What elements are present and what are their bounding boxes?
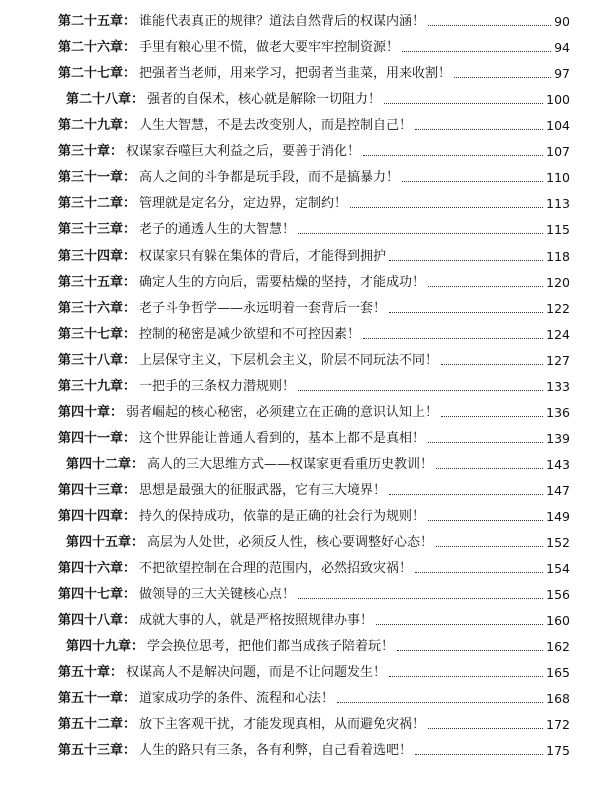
toc-dot-leader <box>436 545 543 547</box>
toc-dot-leader <box>389 675 543 677</box>
toc-chapter-number: 第三十五章： <box>58 274 137 290</box>
toc-chapter-number: 第五十二章： <box>58 717 137 733</box>
toc-dot-leader <box>415 571 543 573</box>
toc-dot-leader <box>389 493 543 495</box>
toc-chapter-number: 第三十章： <box>58 144 124 160</box>
toc-dot-leader <box>363 337 543 339</box>
toc-chapter-number: 第三十三章： <box>58 222 137 238</box>
toc-page-number: 168 <box>546 691 570 707</box>
toc-chapter-number: 第五十一章： <box>58 691 137 707</box>
toc-chapter-number: 第四十九章： <box>66 639 145 655</box>
toc-page-number: 162 <box>546 639 570 655</box>
toc-chapter-title: 学会换位思考，把他们都当成孩子陪着玩！ <box>147 639 395 655</box>
toc-chapter-number: 第二十九章： <box>58 118 137 134</box>
toc-chapter-title: 成就大事的人，就是严格按照规律办事！ <box>139 613 374 629</box>
toc-chapter-number: 第四十一章： <box>58 430 137 446</box>
toc-chapter-number: 第三十一章： <box>58 170 137 186</box>
toc-entry <box>58 192 570 212</box>
toc-page-number: 156 <box>546 587 570 603</box>
toc-entry <box>58 245 570 265</box>
toc-chapter-title: 把强者当老师，用来学习，把弱者当韭菜，用来收割！ <box>139 66 452 82</box>
toc-chapter-number: 第二十六章： <box>58 40 137 56</box>
toc-chapter-number: 第四十七章： <box>58 587 137 603</box>
toc-page-number: 143 <box>546 456 570 472</box>
toc-dot-leader <box>350 206 543 208</box>
toc-entry <box>58 713 570 733</box>
toc-page-number: 100 <box>546 92 570 108</box>
toc-dot-leader <box>376 623 543 625</box>
toc-page-number: 118 <box>546 248 570 264</box>
toc-chapter-title: 不把欲望控制在合理的范围内，必然招致灾祸！ <box>139 561 413 577</box>
toc-chapter-title: 老子的通透人生的大智慧！ <box>139 222 296 238</box>
toc-page-number: 160 <box>546 613 570 629</box>
toc-chapter-number: 第二十七章： <box>58 66 137 82</box>
toc-dot-leader <box>298 597 543 599</box>
toc-chapter-title: 确定人生的方向后，需要枯燥的坚持，才能成功！ <box>139 274 426 290</box>
toc-dot-leader <box>428 519 543 521</box>
toc-dot-leader <box>428 24 551 26</box>
toc-chapter-number: 第四十五章： <box>66 535 145 550</box>
toc-page-number: 104 <box>546 118 570 134</box>
toc-page-number: 139 <box>546 430 570 446</box>
toc-chapter-number: 第三十七章： <box>58 326 137 342</box>
toc-dot-leader <box>402 50 551 52</box>
toc-entry <box>58 609 570 629</box>
toc-chapter-title: 一把手的三条权力潜规则！ <box>139 378 296 394</box>
toc-page-number: 107 <box>546 144 570 160</box>
toc-chapter-title: 老子斗争哲学——永远明着一套背后一套！ <box>139 300 387 316</box>
toc-entry <box>58 36 570 56</box>
toc-dot-leader <box>428 727 543 729</box>
toc-chapter-title: 人生大智慧，不是去改变别人，而是控制自己！ <box>139 118 413 134</box>
toc-chapter-number: 第四十八章： <box>58 613 137 629</box>
toc-chapter-title: 权谋家吞噬巨大利益之后，要善于消化！ <box>126 144 361 160</box>
toc-chapter-title: 道家成功学的条件、流程和心法！ <box>139 691 335 707</box>
toc-dot-leader <box>428 441 543 443</box>
toc-entry <box>66 453 570 473</box>
toc-chapter-title: 这个世界能让普通人看到的，基本上都不是真相！ <box>139 430 426 446</box>
toc-entry <box>58 661 570 681</box>
toc-entry <box>66 88 570 108</box>
toc-chapter-number: 第五十三章： <box>58 743 137 759</box>
toc-page-number: 110 <box>546 170 570 186</box>
toc-page-number: 127 <box>546 352 570 368</box>
toc-entry <box>58 401 570 421</box>
toc-chapter-title: 管理就是定名分，定边界，定制约！ <box>139 196 348 212</box>
toc-entry <box>58 739 570 759</box>
toc-chapter-number: 第三十九章： <box>58 378 137 394</box>
toc-chapter-title: 控制的秘密是减少欲望和不可控因素！ <box>139 326 361 342</box>
toc-page-number: 113 <box>546 196 570 212</box>
toc-dot-leader <box>415 753 543 755</box>
toc-entry <box>58 218 570 238</box>
toc-page-number: 175 <box>546 743 570 759</box>
toc-chapter-title: 高人的三大思维方式——权谋家更看重历史教训！ <box>147 456 434 472</box>
toc-dot-leader <box>384 102 543 104</box>
toc-chapter-title: 思想是最强大的征服武器，它有三大境界！ <box>139 482 387 498</box>
toc-chapter-number: 第三十六章： <box>58 300 137 316</box>
toc-chapter-title: 手里有粮心里不慌，做老大要牢牢控制资源！ <box>139 40 400 56</box>
toc-entry <box>58 557 570 577</box>
toc-page-number: 120 <box>546 274 570 290</box>
toc-page-number: 147 <box>546 482 570 498</box>
toc-entry <box>58 10 570 30</box>
toc-page-number: 136 <box>546 404 570 420</box>
toc-dot-leader <box>363 154 543 156</box>
toc-dot-leader <box>397 649 543 651</box>
toc-entry <box>58 166 570 186</box>
toc-entry <box>66 531 570 551</box>
toc-page-number: 154 <box>546 561 570 577</box>
toc-chapter-number: 第四十章： <box>58 404 124 420</box>
toc-page-number: 115 <box>546 222 570 238</box>
toc-entry <box>58 505 570 525</box>
toc-chapter-title: 权谋高人不是解决问题，而是不让问题发生！ <box>126 665 387 681</box>
toc-chapter-title: 放下主客观干扰，才能发现真相，从而避免灾祸！ <box>139 717 426 733</box>
toc-page-number: 133 <box>546 378 570 394</box>
toc-dot-leader <box>441 363 543 365</box>
toc-dot-leader <box>415 128 543 130</box>
toc-dot-leader <box>441 415 543 417</box>
toc-dot-leader <box>402 180 543 182</box>
toc-chapter-number: 第三十八章： <box>58 352 137 368</box>
toc-chapter-number: 第五十章： <box>58 665 124 681</box>
toc-chapter-number: 第三十四章： <box>58 248 137 264</box>
toc-page-number: 165 <box>546 665 570 681</box>
toc-entry <box>58 375 570 395</box>
toc-page-number: 90 <box>554 14 570 29</box>
toc-chapter-title: 持久的保持成功，依靠的是正确的社会行为规则！ <box>139 508 426 524</box>
toc-chapter-title: 谁能代表真正的规律？道法自然背后的权谋内涵！ <box>139 14 426 29</box>
toc-entry <box>58 62 570 82</box>
toc-page-number: 122 <box>546 300 570 316</box>
toc-entry <box>58 297 570 317</box>
toc-entry <box>58 140 570 160</box>
toc-chapter-title: 高人之间的斗争都是玩手段，而不是搞暴力！ <box>139 170 400 186</box>
toc-entry <box>58 323 570 343</box>
toc-dot-leader <box>436 467 543 469</box>
toc-entry <box>58 271 570 291</box>
toc-chapter-title: 高层为人处世，必须反人性，核心要调整好心态！ <box>147 535 434 550</box>
toc-chapter-title: 弱者崛起的核心秘密，必须建立在正确的意识认知上！ <box>126 404 439 420</box>
toc-entry <box>58 114 570 134</box>
toc-entry <box>58 427 570 447</box>
toc-page-number: 94 <box>554 40 570 56</box>
toc-dot-leader <box>428 285 543 287</box>
toc-dot-leader <box>298 232 543 234</box>
toc-dot-leader <box>389 311 543 313</box>
toc-chapter-title: 人生的路只有三条，各有利弊，自己看着选吧！ <box>139 743 413 759</box>
toc-entry <box>58 479 570 499</box>
toc-page-number: 97 <box>554 66 570 82</box>
toc-entry <box>58 583 570 603</box>
toc-dot-leader <box>454 76 551 78</box>
toc-page-number: 152 <box>546 535 570 550</box>
toc-chapter-number: 第二十八章： <box>66 92 145 108</box>
toc-chapter-number: 第四十三章： <box>58 482 137 498</box>
toc-entry <box>66 635 570 655</box>
toc-dot-leader <box>298 389 543 391</box>
toc-chapter-number: 第四十四章： <box>58 508 137 524</box>
toc-chapter-title: 做领导的三大关键核心点！ <box>139 587 296 603</box>
toc-page-number: 172 <box>546 717 570 733</box>
toc-chapter-number: 第三十二章： <box>58 196 137 212</box>
toc-chapter-title: 权谋家只有躲在集体的背后，才能得到拥护 <box>139 248 387 264</box>
toc-chapter-number: 第四十二章： <box>66 456 145 472</box>
toc-chapter-title: 强者的自保术，核心就是解除一切阻力！ <box>147 92 382 108</box>
toc-entry <box>58 687 570 707</box>
toc-chapter-title: 上层保守主义，下层机会主义，阶层不同玩法不同！ <box>139 352 439 368</box>
toc-chapter-number: 第二十五章： <box>58 14 137 29</box>
toc-dot-leader <box>337 701 543 703</box>
toc-dot-leader <box>389 259 543 261</box>
toc-entry <box>58 349 570 369</box>
toc-page-number: 149 <box>546 508 570 524</box>
toc-page-number: 124 <box>546 326 570 342</box>
toc-chapter-number: 第四十六章： <box>58 561 137 577</box>
